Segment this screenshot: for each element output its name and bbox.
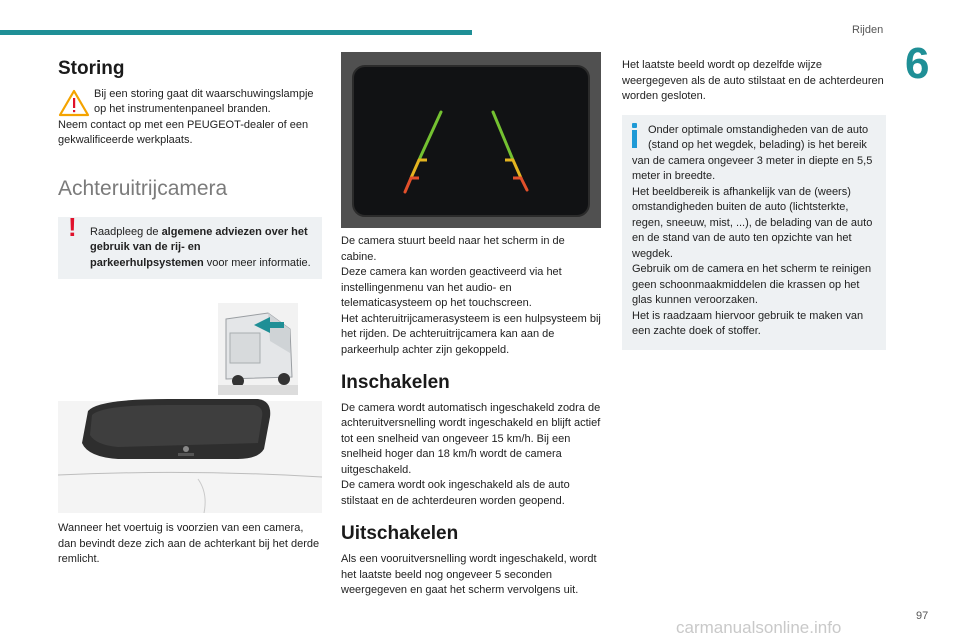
column-right [622,52,886,350]
camera-display-image [341,52,601,228]
column-middle [341,52,601,599]
column-left [58,52,322,568]
storing-warning-text: Bij een storing gaat dit waarschuwingslampje op het instrumentenpaneel branden. [94,87,314,116]
van-rear-camera-image [58,293,322,513]
watermark: carmanualsonline.info [676,618,842,637]
header-accent-bar [0,30,472,35]
section-name: Rijden [852,24,884,36]
camera-location-caption: Wanneer het voertuig is voorzien van een camera, dan bevindt deze zich aan de achterkant bij het derde remlicht. [58,522,320,566]
advice-note-text: ! Raadpleeg de algemene adviezen over het gebruik van de rij- en parkeerhulpsystemen voor meer informatie. [68,211,311,269]
van-thumbnail [218,303,298,395]
camera-title: Achteruitrijcamera [58,176,228,200]
info-note [622,115,886,350]
uitschakelen-text: Als een vooruitversnelling wordt ingeschakeld, wordt het laatste beeld nog ongeveer 5 seconden weergegeven en gaat het scherm vervolgens uit. [341,553,597,597]
page-number: 97 [916,610,929,622]
info-note-text: Onder optimale omstandigheden van de auto (stand op het wegdek, belading) is het bereik van de camera ongeveer 3 meter in diepte en 5,5 meter in breedte. Het beeldbereik is afhankelijk van de (weers) omstandigheden buiten de auto (lichtsterkte, regen, sneeuw, mist, ...), de belading van de auto en de stand van de auto ten opzichte van het wegdek. Gebruik om de camera en het scherm te reinigen geen schoonmaakmiddelen die krassen op het glas kunnen veroorzaken. Het is raadzaam hiervoor gebruik te maken van een zachte doek of stoffer. [632,123,873,337]
chapter-number: 6 [905,39,930,88]
reverse-guidelines-image [341,52,601,228]
info-icon [632,123,638,149]
uitschakelen-title: Uitschakelen [341,523,459,545]
camera-intro-text: De camera stuurt beeld naar het scherm in de cabine. Deze camera kan worden geactiveerd via het instellingenmenu van het audio- en telematicasysteem op het touchscreen. Het achteruitrijcamerasysteem is een hulpsysteem bij het rijden. De achteruitrijcamera kan aan de parkeerhulp achter zijn gekoppeld. [341,235,601,356]
inschakelen-title: Inschakelen [341,372,450,393]
storing-text: Neem contact op met een PEUGEOT-dealer of een gekwalificeerde werkplaats. [58,118,309,147]
exclamation-icon: ! [68,211,77,242]
warning-triangle-icon [58,89,90,117]
storing-title: Storing [58,58,125,79]
storing-warning [58,87,322,118]
inschakelen-text: De camera wordt automatisch ingeschakeld zodra de achteruitversnelling wordt ingeschakeld en blijft actief tot een snelheid van ongeveer 15 km/h. Bij een snelheid hoger dan 18 km/h wordt de camera uitgeschakeld. De camera wordt ook ingeschakeld als de auto stilstaat en de achterdeuren worden geopend. [341,401,601,507]
advice-note [58,211,322,280]
van-camera-illustration [58,293,322,513]
last-image-text: Het laatste beeld wordt op dezelfde wijze weergegeven als de auto stilstaat en de achterdeuren worden gesloten. [622,59,884,102]
info-note-block [632,123,876,340]
